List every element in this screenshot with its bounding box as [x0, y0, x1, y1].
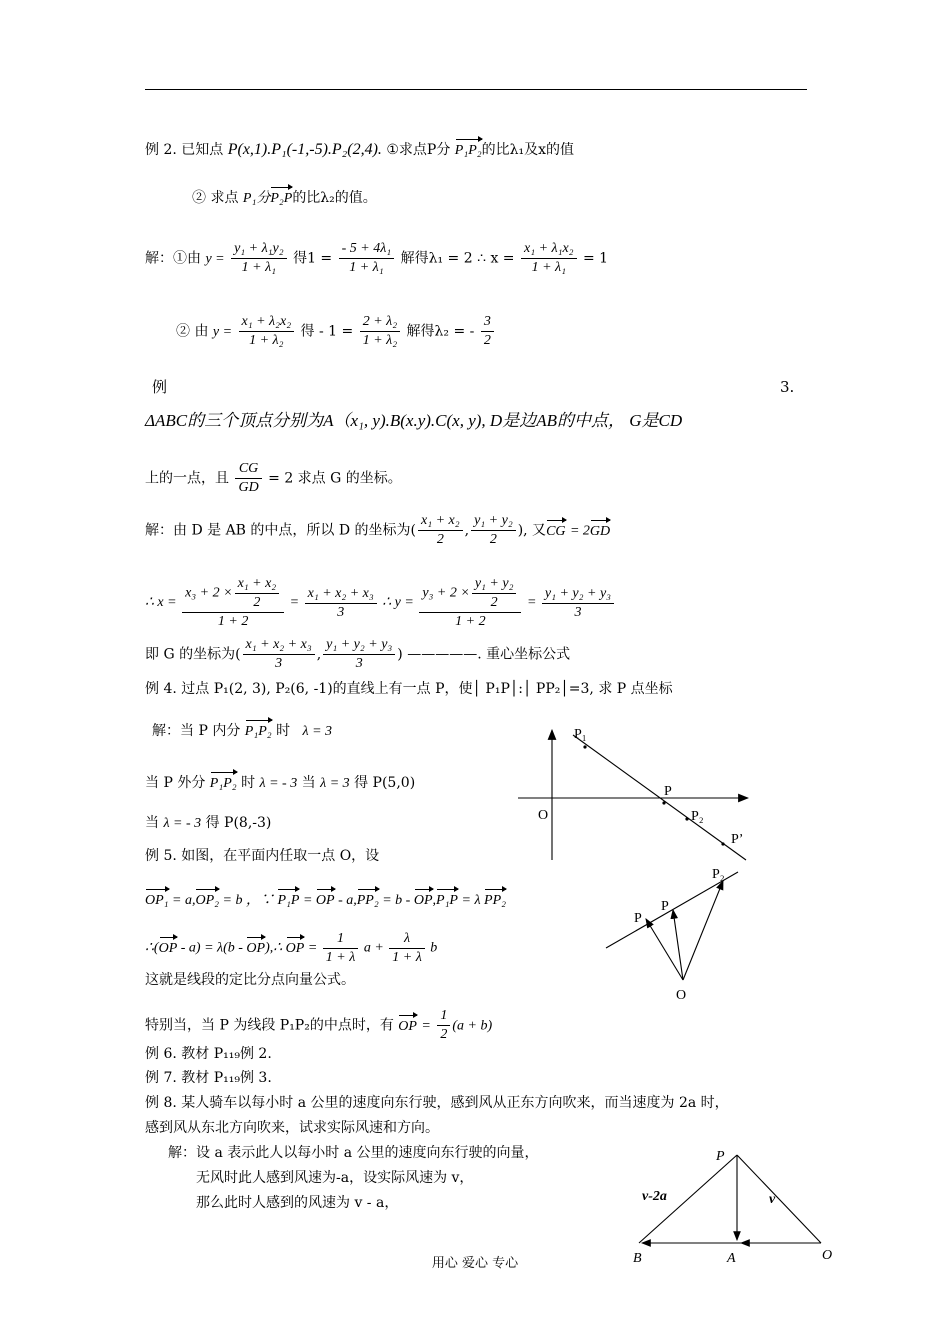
ex5-l2-op-vector-3: OP: [286, 935, 305, 959]
ex2-sol1-num2: - 5 + 4λ₁: [339, 240, 395, 259]
ex3-x-den: 1 + 2: [217, 614, 249, 629]
fig8-label-a: A: [727, 1251, 736, 1266]
ex5-l2-b: b: [430, 940, 438, 956]
ex2-lead: 例 2. 已知点: [145, 142, 224, 158]
ex3-g-num2: y₁ + y₂ + y₃: [323, 636, 395, 655]
ex3-x-lead: ∴ x =: [145, 595, 177, 611]
ex2-line2: [192, 185, 377, 209]
ex5-l1-lambda: = λ: [461, 893, 481, 908]
ex5-l2-therefore2: ),∴: [265, 940, 283, 956]
ex3-sol-again: ), 又: [517, 522, 547, 539]
ex2-sol2-num2: 2 + λ₂: [360, 313, 400, 332]
ex3-x-eq: =: [289, 595, 300, 611]
ex2-sol1-num1: y₁ + λ₁y₂: [231, 240, 287, 259]
ex5-figure: [600, 862, 750, 1007]
ex2-sol2-den2: 1 + λ₂: [362, 333, 398, 348]
ex8-sol3: 那么此时人感到的风速为 v - a，: [196, 1195, 399, 1211]
ex3-sol-cg-vector: CG: [546, 518, 565, 542]
ex3-y-den: 1 + 2: [455, 614, 486, 629]
ex4-sol1-when: 时: [276, 723, 291, 739]
ex2-sol1-de: 得1 =: [293, 250, 333, 267]
ex3-y-num-pre: y₃ + 2 ×: [422, 585, 470, 601]
ex3-sol-num2: y₁ + y₂: [471, 512, 516, 531]
ex8-line2: 感到风从东北方向吹来，试求实际风速和方向。: [145, 1120, 439, 1136]
ex8-sol2: 无风时此人感到风速为-a，设实际风速为 v，: [196, 1170, 474, 1186]
ex2-sol1-solve: 解得λ₁ = 2 ∴ x =: [400, 250, 515, 267]
ex5-mid-frac: [437, 1007, 450, 1044]
ex5-l2-num1: 1: [323, 930, 359, 949]
ex5-l2-frac2: [389, 930, 425, 967]
ex5-l1-minus-a: - a,: [338, 893, 357, 908]
ex3-x-frac: [182, 575, 284, 631]
ex2-sol1-den3: 1 + λ₁: [531, 260, 566, 275]
ex3-x-res-num: x₁ + x₂ + x₃: [305, 585, 377, 604]
ex2-sol1-result: = 1: [583, 250, 609, 267]
ex2-sol2-frac1: [239, 313, 295, 350]
ex2-sol1-den2: 1 + λ₁: [349, 260, 384, 275]
ex5-mid-sum: (a + b): [452, 1018, 493, 1034]
header-rule: [145, 89, 807, 90]
ex5-mid-num: 1: [437, 1007, 450, 1026]
ex2-circ1: ①: [386, 142, 399, 158]
vector-op2: [683, 881, 723, 980]
ex2-sol2-frac3: [481, 313, 494, 350]
ex6-line: 例 6. 教材 P₁₁₉例 2.: [145, 1046, 272, 1062]
ex4-sol2: [145, 770, 415, 794]
ex3-cg: CG: [235, 460, 261, 479]
ex2-sol2-den3: 2: [483, 333, 491, 348]
ex5-l2-op-vector-2: OP: [246, 935, 265, 959]
ex5-line: [606, 872, 738, 948]
ex2-sol2-den1: 1 + λ₂: [249, 333, 284, 348]
ex2-sol2-y: y =: [212, 324, 233, 340]
ex3-sol-den1: 2: [436, 532, 444, 547]
ex2-sol2-lead: ② 由: [176, 323, 209, 340]
label-p-prime: P’: [731, 832, 744, 847]
ex5-mid-op-vector: OP: [398, 1013, 417, 1037]
ex5-l2-den2: 1 + λ: [392, 950, 422, 965]
ex3-sol-gd-vector: GD: [590, 518, 610, 542]
ex5-l2-a-plus: a +: [363, 940, 384, 956]
ex5-op2-vector: OP₂: [195, 887, 219, 911]
ex2-sol1-num3: x₁ + λ₁x₂: [521, 240, 577, 259]
ex2-line2-vector: P₂P: [270, 185, 292, 209]
ex2-vector: P₁P₂: [455, 137, 482, 161]
ex5-statement: 例 5. 如图，在平面内任取一点 O，设: [145, 848, 380, 864]
ex3-sol-num1: x₁ + x₂: [418, 512, 463, 531]
ex3-g-den2: 3: [355, 656, 363, 671]
ex3-line2: [145, 460, 402, 497]
ex3-g-frac1: [243, 636, 315, 673]
page-footer: 用心 爱心 专心: [431, 1256, 519, 1271]
ex3-sol-frac2: [471, 512, 516, 549]
ex2-points: P(x,1).P₁(-1,-5).P₂(2,4).: [227, 141, 382, 158]
ex3-g-comma: ,: [316, 646, 322, 663]
p2-dot: [685, 817, 688, 820]
ex4-sol1-lambda: λ = 3: [302, 724, 333, 739]
ex3-sol-eq: = 2: [569, 523, 590, 539]
ex5-l1-eq1: =: [302, 893, 313, 908]
ex5-formula-note: 这就是线段的定比分点向量公式。: [145, 972, 355, 988]
ex3-number: 3.: [780, 378, 795, 396]
ex5-op-vector-2: OP: [414, 887, 433, 911]
fig8-label-b: B: [633, 1251, 642, 1266]
ex8-sol1: 解：设 a 表示此人以每小时 a 公里的速度向东行驶的向量，: [168, 1145, 539, 1161]
ex3-sol-comma: ,: [464, 522, 470, 539]
ex4-sol1-vector: P₁P₂: [245, 718, 272, 742]
ex4-sol2-when: 时: [241, 775, 256, 791]
pp-dot: [721, 842, 724, 845]
ex3-gd: GD: [238, 480, 259, 495]
ex5-l2-num2: λ: [389, 930, 425, 949]
p-dot: [662, 801, 665, 804]
ex2-line1: [145, 137, 574, 161]
ex4-sol3-result: 得 P(8,-3): [205, 815, 272, 831]
ex2-sol1-frac2: [339, 240, 395, 277]
fig5-label-p2: P₂: [712, 867, 725, 882]
ex3-g-tail: ) —————. 重心坐标公式: [397, 646, 571, 663]
ex5-l1-comma: ,: [432, 893, 437, 908]
ex3-centroid-calc: [145, 575, 616, 631]
fig8-label-v: v: [769, 1192, 776, 1207]
ex4-sol2-lambda: λ = - 3: [259, 776, 298, 791]
ex2-sol1-den1: 1 + λ₁: [241, 260, 277, 275]
ex4-sol3: [145, 813, 271, 834]
ex3-ratio: [235, 460, 261, 497]
fig8-label-o: O: [822, 1248, 833, 1263]
ex2-sol2-solve: 解得λ₂ = -: [406, 323, 475, 340]
ex5-line1: [145, 887, 506, 911]
ex3-y-res-num: y₁ + y₂ + y₃: [542, 585, 614, 604]
ex5-l2-mid: - a) = λ(b -: [180, 940, 243, 956]
ex8-figure: [625, 1140, 840, 1270]
vector-op: [673, 910, 683, 980]
ex2-sol2-de: 得 - 1 =: [300, 323, 354, 340]
ex3-statement: ΔABC的三个顶点分别为A（x₁, y).B(x.y).C(x, y), D是边AB的中点， G是CD: [145, 411, 683, 430]
ex3-g-frac2: [323, 636, 395, 673]
fig5-label-p1: P: [634, 911, 642, 926]
ex3-line2-lead: 上的一点，且: [145, 470, 229, 487]
ex5-midpoint: [145, 1007, 492, 1044]
ex3-x-res-den: 3: [337, 604, 345, 620]
ex3-x-inner-den: 2: [253, 595, 261, 610]
ex5-l2-op-vector: OP: [159, 935, 178, 959]
ex3-g-lead: 即 G 的坐标为(: [145, 646, 241, 663]
ex4-statement: 例 4. 过点 P₁(2, 3), P₂(6, -1)的直线上有一点 P，使│ P₁P│:│ PP₂│=3, 求 P 点坐标: [145, 681, 673, 697]
ex2-solution1: [145, 240, 608, 277]
ex3-solution: [145, 512, 610, 549]
ex2-sol1-frac1: [231, 240, 287, 277]
ex5-l1-b: = b ，∵: [222, 893, 274, 908]
ex5-mid-eq: =: [421, 1018, 431, 1034]
ex3-x-num-pre: x₃ + 2 ×: [185, 585, 233, 601]
ex8-line1: 例 8. 某人骑车以每小时 a 公里的速度向东行驶，感到风从正东方向吹来，而当速度为 2a 时，: [145, 1095, 729, 1111]
ex7-line: 例 7. 教材 P₁₁₉例 3.: [145, 1070, 272, 1086]
ex2-sol1-y: y =: [205, 251, 225, 267]
ex3-y-inner: [472, 575, 517, 612]
ex5-pp2-vector: PP₂: [357, 887, 379, 911]
ex3-y-frac: [419, 575, 521, 631]
ex5-p1p-vector-2: P₁P: [436, 887, 458, 911]
ex3-y-result: [542, 585, 614, 622]
ex2-sol1-frac3: [521, 240, 577, 277]
ex5-l2-therefore: ∴(: [145, 940, 159, 956]
p1-dot: [583, 745, 586, 748]
ex2-line2-lead: ② 求点: [192, 190, 239, 206]
ex4-sol3-lead: 当: [145, 815, 159, 831]
ex3-g-num1: x₁ + x₂ + x₃: [243, 636, 315, 655]
ex2-line2-pt: P₁分: [242, 191, 271, 206]
ex3-g-den1: 3: [275, 656, 283, 671]
ex3-y-inner-den: 2: [490, 595, 498, 610]
ex4-sol2-vector: P₁P₂: [210, 770, 237, 794]
ex3-label: 例: [152, 378, 168, 396]
ex4-sol2-result: 得 P(5,0): [354, 775, 416, 791]
ex2-solution2: [176, 313, 496, 350]
ex2-tail: 的比λ₁及x的值: [481, 142, 575, 158]
ex5-l2-frac1: [323, 930, 359, 967]
fig5-label-o: O: [676, 988, 687, 1003]
ex3-y-res-den: 3: [574, 604, 582, 620]
ex5-l1-a: = a,: [172, 893, 196, 908]
side-v: [737, 1155, 821, 1243]
ex3-y-lead: ∴ y =: [382, 595, 414, 611]
ex3-centroid-formula: [145, 636, 570, 673]
ex5-op-vector: OP: [316, 887, 335, 911]
ex5-l2-eq: =: [307, 940, 318, 956]
ex3-y-eq: =: [526, 595, 537, 611]
ex5-l2-den1: 1 + λ: [325, 950, 356, 965]
ex4-sol1: [152, 718, 332, 742]
ex2-sol2-num3: 3: [481, 313, 494, 332]
ex2-sol1-lead: 解：①由: [145, 250, 201, 267]
ex3-x-inner-num: x₁ + x₂: [235, 575, 280, 594]
ex4-figure: [510, 720, 760, 870]
ex5-mid-den: 2: [440, 1027, 448, 1042]
ex2-sol2-num1: x₁ + λ₂x₂: [239, 313, 295, 332]
ex5-l1-b-minus: = b -: [382, 893, 411, 908]
ex3-line2-tail: = 2 求点 G 的坐标。: [268, 470, 402, 487]
label-p2: P₂: [691, 809, 704, 824]
fig8-label-v2a: v-2a: [642, 1189, 667, 1204]
ex5-line2: [145, 930, 437, 967]
ex5-op1-vector: OP₁: [145, 887, 169, 911]
ex3-y-inner-num: y₁ + y₂: [472, 575, 517, 594]
ex3-sol-den2: 2: [489, 532, 497, 547]
vector-op1: [646, 919, 683, 980]
ex5-mid-lead: 特别当，当 P 为线段 P₁P₂的中点时，有: [145, 1017, 394, 1034]
fig8-label-p: P: [716, 1149, 725, 1164]
ex2-sol2-frac2: [360, 313, 400, 350]
label-p: P: [664, 784, 672, 799]
fig5-label-p: P: [661, 899, 669, 914]
ex4-sol1-lead: 解：当 P 内分: [152, 723, 241, 739]
ex4-sol2-dang: 当: [301, 775, 316, 791]
ex5-p1p-vector: P₁P: [277, 887, 299, 911]
ex2-q: 求点P分: [398, 142, 451, 158]
ex3-x-inner: [235, 575, 280, 612]
label-p1: P₁: [574, 727, 587, 742]
ex3-sol-frac1: [418, 512, 463, 549]
ex4-sol3-lambda: λ = - 3: [163, 816, 202, 831]
ex4-sol2-lead: 当 P 外分: [145, 775, 206, 791]
ex3-x-result: [305, 585, 377, 622]
ex5-pp2-vector-2: PP₂: [484, 887, 506, 911]
label-o: O: [538, 808, 549, 823]
ex3-sol-lead: 解：由 D 是 AB 的中点，所以 D 的坐标为(: [145, 522, 417, 539]
ex2-line2-tail: 的比λ₂的值。: [292, 190, 377, 206]
ex4-sol2-lambda2: λ = 3: [320, 776, 350, 791]
